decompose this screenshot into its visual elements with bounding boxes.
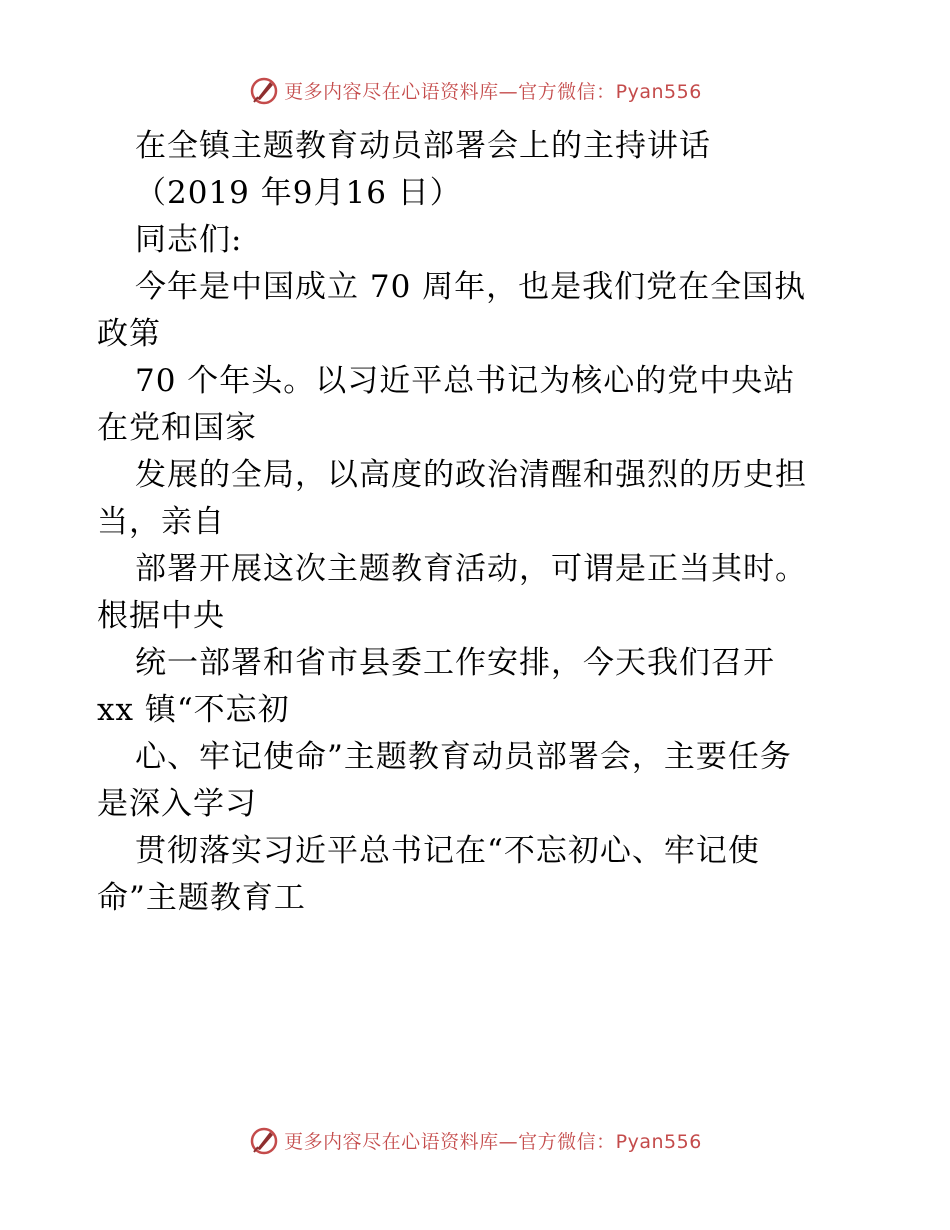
salutation: 同志们: (135, 222, 243, 258)
document-body (97, 123, 917, 922)
text-line: 贯彻落实习近平总书记在“不忘初心、牢记使 (135, 833, 760, 869)
text-line: 是深入学习 (97, 786, 257, 822)
text-line: 70 个年头。以习近平总书记为核心的党中央站 (135, 363, 796, 399)
text-line: 当，亲自 (97, 504, 225, 540)
text-line: 政第 (97, 316, 161, 352)
text-line: 统一部署和省市县委工作安排，今天我们召开 (135, 645, 775, 681)
text-line: xx 镇“不忘初 (97, 692, 290, 728)
text-line: 在党和国家 (97, 410, 257, 446)
text-line: 发展的全局，以高度的政治清醒和强烈的历史担 (135, 457, 807, 493)
text-line: 心、牢记使命”主题教育动员部署会，主要任务 (135, 739, 792, 775)
footer-watermark-banner (0, 1120, 950, 1160)
header-watermark-text: 更多内容尽在心语资料库—官方微信：Pyan556 (284, 80, 702, 103)
document-title: 在全镇主题教育动员部署会上的主持讲话 (135, 128, 711, 164)
footer-watermark-text: 更多内容尽在心语资料库—官方微信：Pyan556 (284, 1130, 702, 1153)
text-line: 今年是中国成立 70 周年，也是我们党在全国执 (135, 269, 807, 305)
text-line: 命”主题教育工 (97, 880, 306, 916)
text-line: 部署开展这次主题教育活动，可谓是正当其时。 (135, 551, 807, 587)
header-watermark-banner (0, 70, 950, 110)
document-date: （2019 年9月16 日） (135, 175, 462, 211)
quill-logo-icon (248, 74, 280, 106)
text-line: 根据中央 (97, 598, 225, 634)
quill-logo-icon (248, 1124, 280, 1156)
